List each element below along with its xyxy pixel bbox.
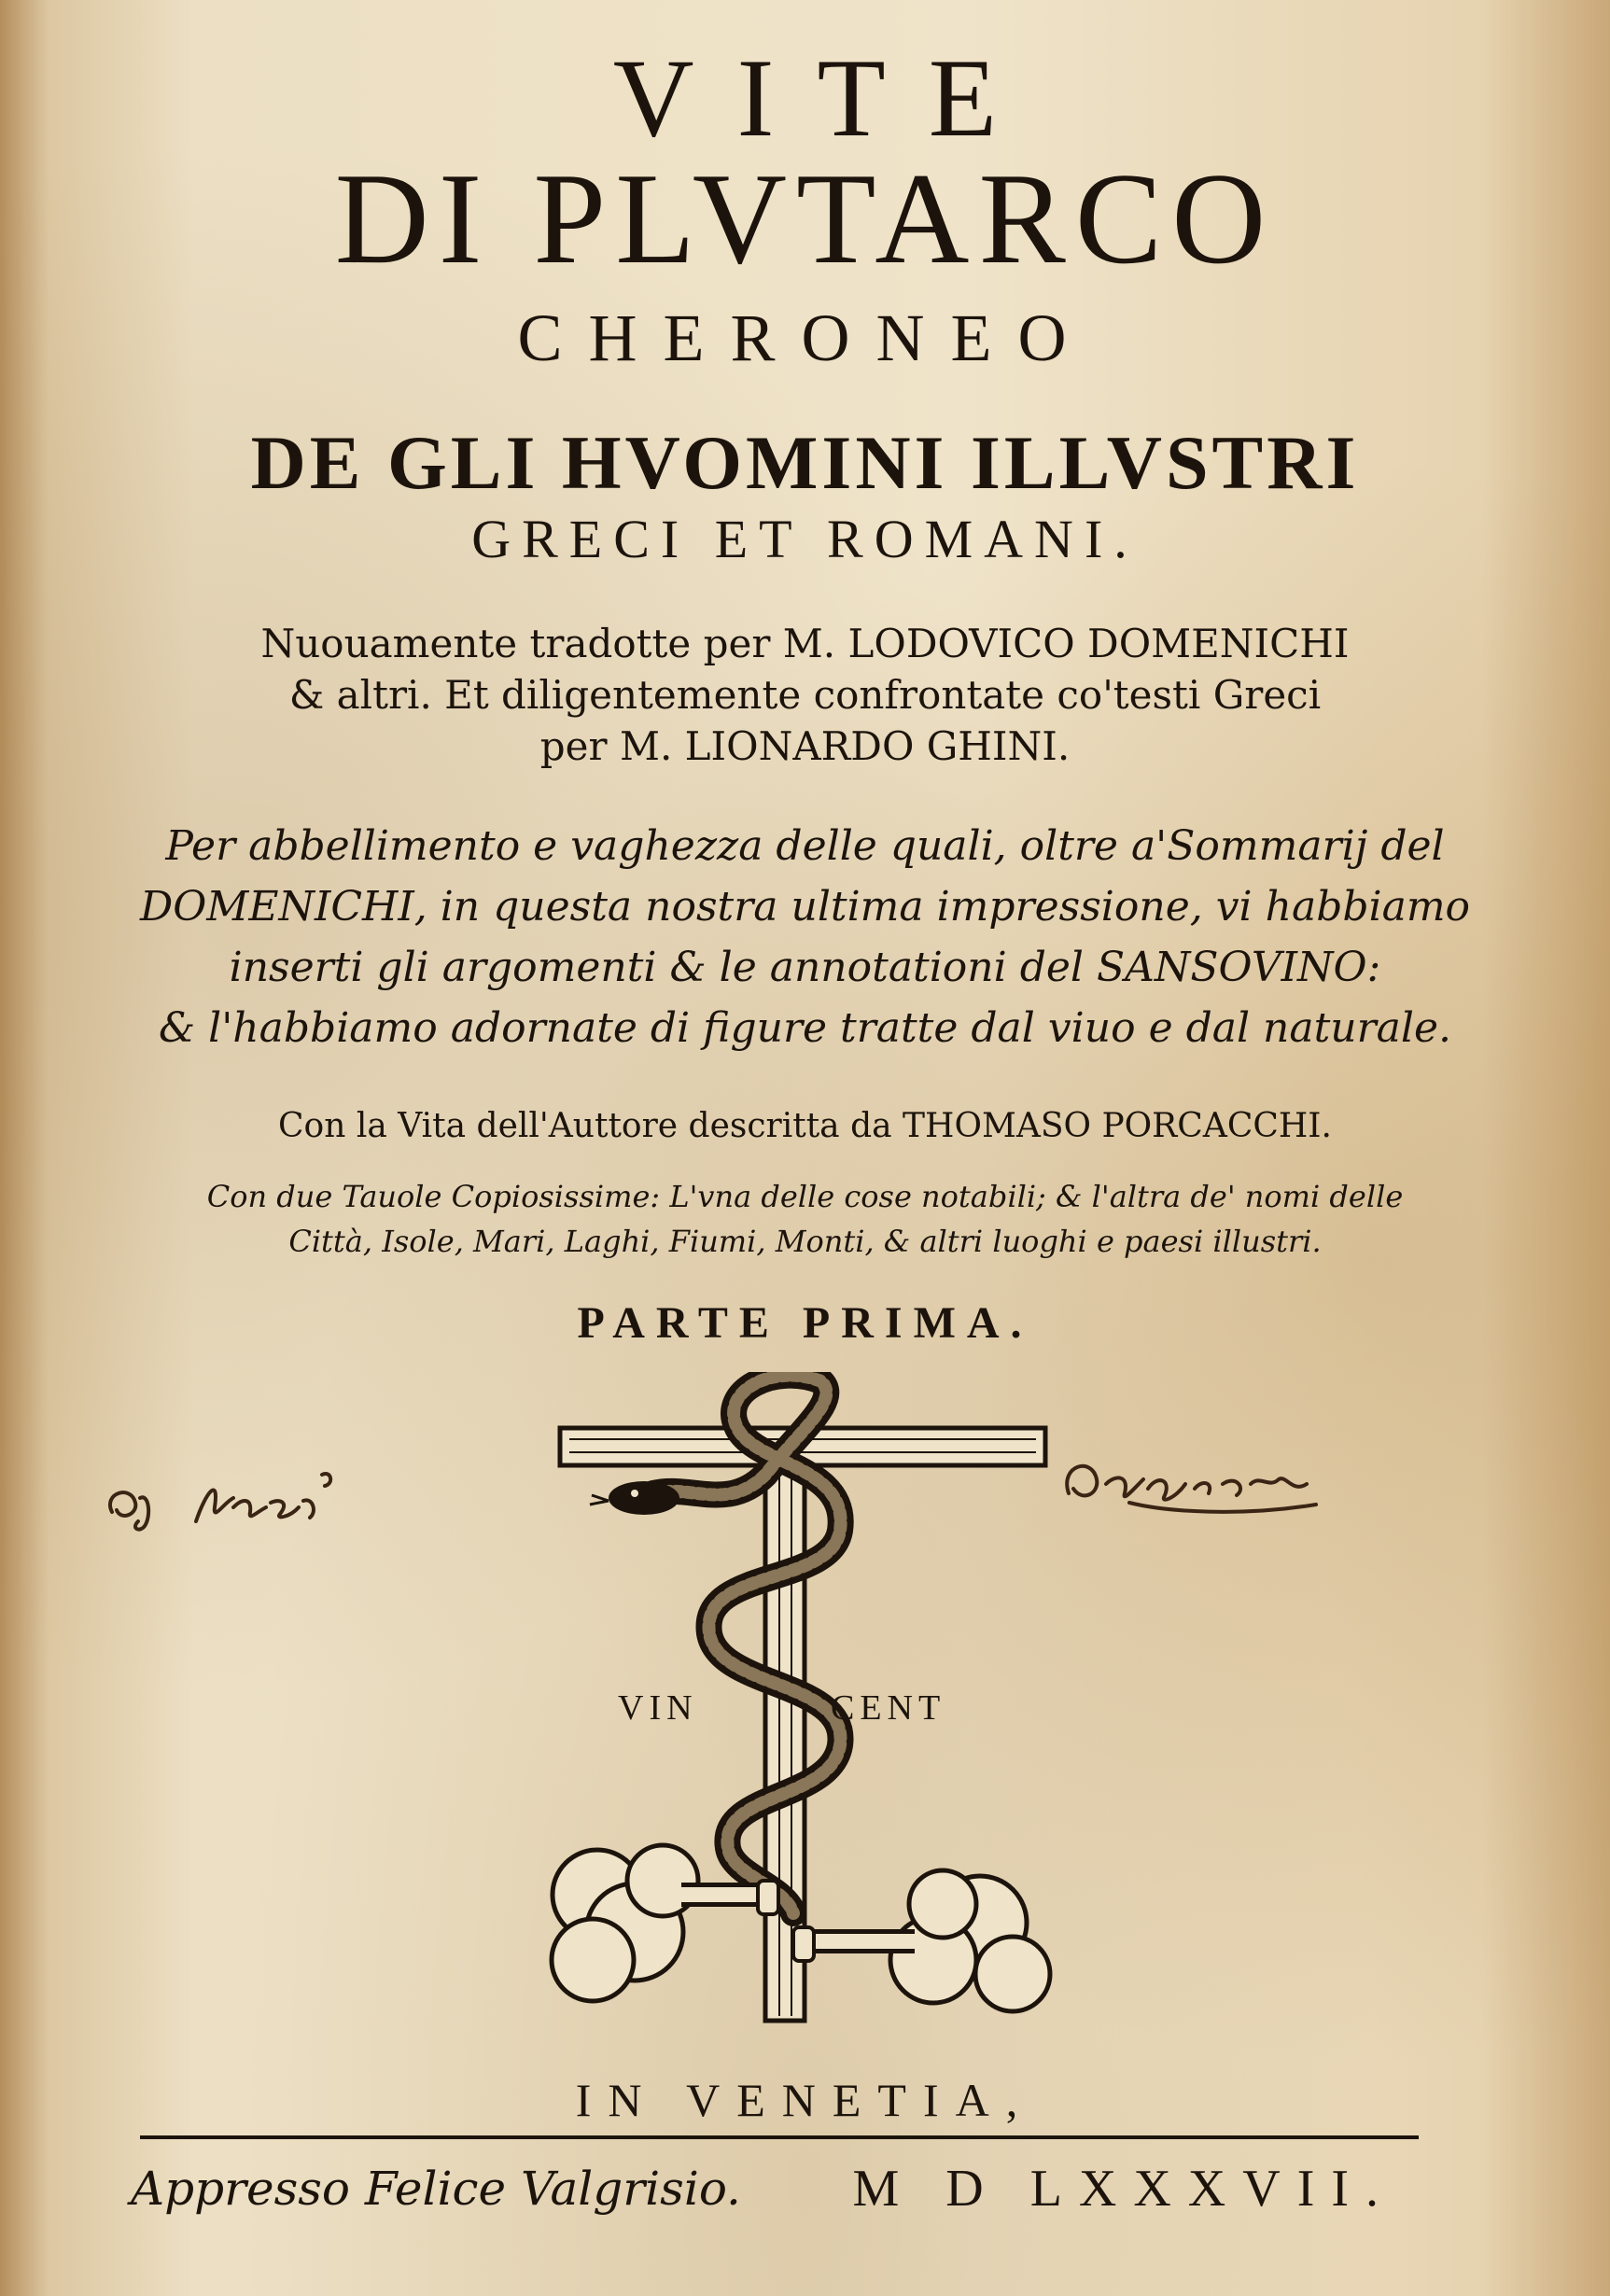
description-line-4: & l'habbiamo adornate di figure tratte dal viuo e dal naturale. — [158, 1004, 1452, 1052]
title-di-plutarco: DI PLVTARCO — [334, 147, 1276, 291]
translators-line-2: & altri. Et diligentemente confrontate co'testi Greci — [288, 672, 1322, 718]
part-heading: PARTE PRIMA. — [577, 1298, 1033, 1348]
title-huomini-illustri: DE GLI HVOMINI ILLVSTRI — [250, 420, 1360, 505]
imprint-rule — [140, 2135, 1419, 2139]
description-line-1: Per abbellimento e vaghezza delle quali, oltre a'Sommarij del — [165, 822, 1445, 870]
title-vite: VITE — [612, 35, 1041, 160]
imprint-place: IN VENETIA, — [575, 2074, 1035, 2126]
translators-line-1: Nuouamente tradotte per M. LODOVICO DOMENICHI — [260, 621, 1350, 666]
imprint-printer: Appresso Felice Valgrisio. — [131, 2162, 741, 2216]
tables-line-1: Con due Tauole Copiosissime: L'vna delle cose notabili; & l'altra de' nomi delle — [206, 1179, 1404, 1214]
translators-line-3: per M. LIONARDO GHINI. — [539, 723, 1071, 769]
handwritten-signature-right — [1055, 1437, 1335, 1521]
title-greci-romani: GRECI ET ROMANI. — [471, 509, 1139, 569]
emblem-motto-right: CENT — [831, 1688, 946, 1728]
emblem-motto-left: VIN — [618, 1688, 698, 1728]
vita-line: Con la Vita dell'Auttore descritta da THOMASO PORCACCHI. — [278, 1107, 1332, 1145]
description-line-3: inserti gli argomenti & le annotationi del SANSOVINO: — [229, 944, 1381, 991]
tables-line-2: Città, Isole, Mari, Laghi, Fiumi, Monti, & altri luoghi e paesi illustri. — [288, 1224, 1322, 1259]
handwritten-signature-left — [93, 1456, 392, 1540]
imprint-year: M D LXXXVII. — [852, 2160, 1395, 2218]
description-line-2: DOMENICHI, in questa nostra ultima impressione, vi habbiamo — [139, 883, 1471, 931]
title-cheroneo: CHERONEO — [517, 301, 1093, 375]
